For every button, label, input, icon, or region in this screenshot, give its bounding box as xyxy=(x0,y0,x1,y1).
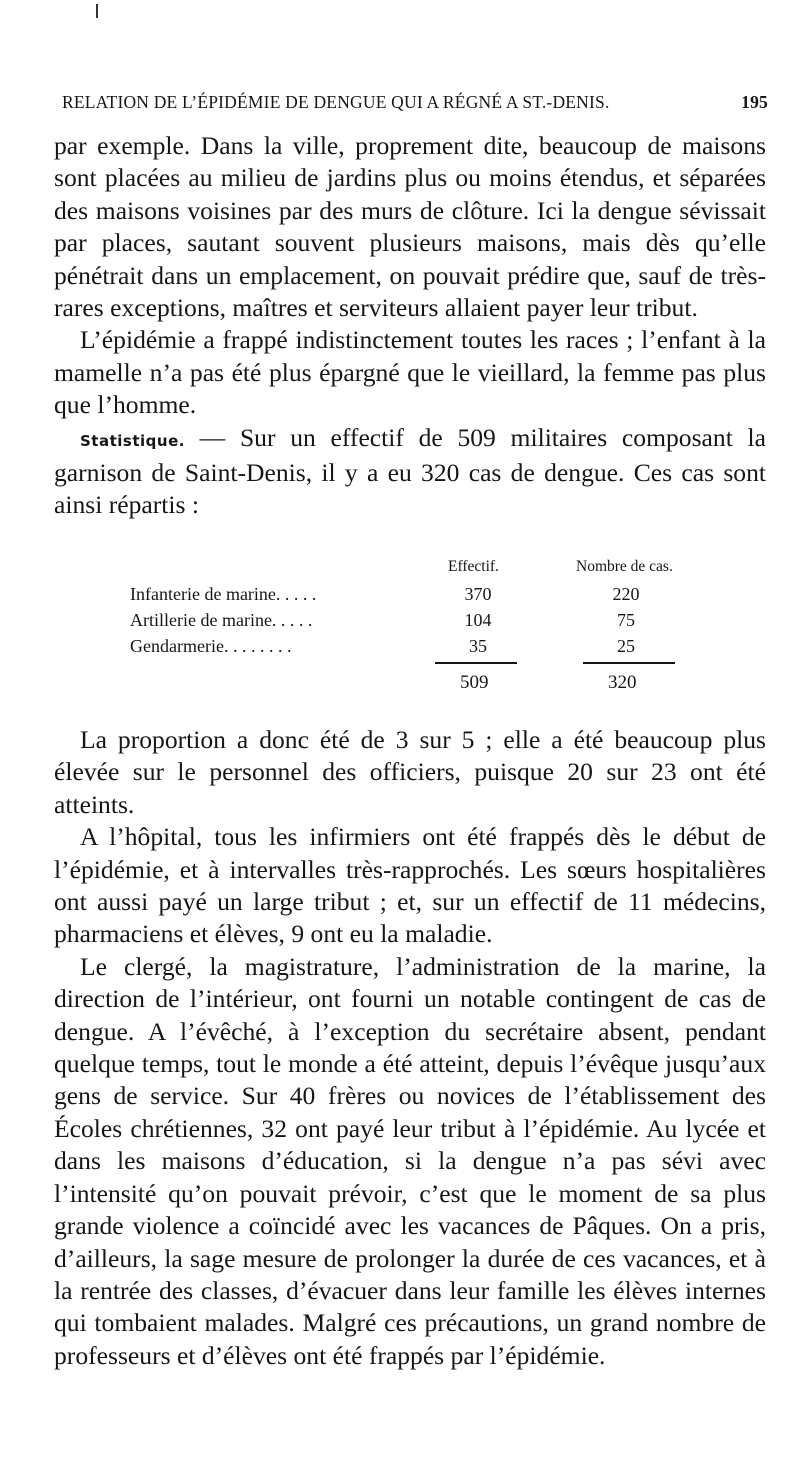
print-mark xyxy=(96,4,98,18)
table-row xyxy=(130,610,690,636)
row-label: Infanterie de marine. . . . . xyxy=(130,584,317,604)
paragraph-2: L’épidémie a frappé indistinctement toutes les races ; l’enfant à la mamelle n’a pas été plus épargné que le vieillard, la femme pas plus que l’homme. xyxy=(54,325,766,420)
row-label: Artillerie de marine. . . . . xyxy=(130,610,313,630)
sum-rule-effectif xyxy=(435,662,517,664)
text-block-top xyxy=(54,130,766,522)
table-row xyxy=(130,636,690,662)
row-cas: 25 xyxy=(617,636,635,656)
col-header-cas: Nombre de cas. xyxy=(576,558,673,575)
paragraph-4: La proportion a donc été de 3 sur 5 ; elle a été beaucoup plus élevée sur le personnel des officiers, puisque 20 sur 23 ont été atteints. xyxy=(54,725,766,819)
row-label: Gendarmerie. . . . . . . . xyxy=(130,636,292,656)
sum-rule-cas xyxy=(583,662,675,664)
total-cas: 320 xyxy=(608,672,637,693)
page-number: 195 xyxy=(741,92,768,112)
paragraph-6: Le clergé, la magistrature, l’administration de la marine, la direction de l’intérieur, ont fourni un notable contingent de cas de dengue. A l’évêché, à l’exception du secrétaire absent, pendant quelque temps, tout le monde a été atteint, depuis l’évêque jusqu’aux gens de service. Sur 40 frères ou novices de l’établissement des Écoles chrétiennes, 32 ont payé leur tribut à l’épidémie. Au lycée et dans les maisons d’éducation, si la dengue n’a pas sévi avec l’intensité qu’on pouvait prévoir, c’est que le moment de sa plus grande violence a coïncidé avec les vacances de Pâques. On a pris, d’ailleurs, la sage mesure de prolonger la durée de ces vacances, et à la rentrée des classes, d’évacuer dans leur famille les élèves internes qui tombaient malades. Malgré ces précautions, un grand nombre de professeurs et d’élèves ont été frappés par l’épidémie. xyxy=(54,951,766,1370)
running-header xyxy=(62,92,768,118)
text-block-bottom xyxy=(54,724,766,1372)
row-effectif: 35 xyxy=(469,636,487,656)
paragraph-3 xyxy=(54,422,766,522)
total-effectif: 509 xyxy=(460,672,489,693)
row-cas: 220 xyxy=(612,584,640,604)
running-title: RELATION DE L’ÉPIDÉMIE DE DENGUE QUI A RÉGNÉ A ST.-DENIS. xyxy=(62,92,610,112)
row-effectif: 370 xyxy=(464,584,492,604)
paragraph-5: A l’hôpital, tous les infirmiers ont été frappés dès le début de l’épidémie, et à intervalles très-rapprochés. Les sœurs hospitalières ont aussi payé un large tribut ; et, sur un effectif de 11 médecins, pharmaciens et élèves, 9 ont eu la maladie. xyxy=(54,822,766,949)
statistique-heading: Statistique. xyxy=(80,431,185,450)
col-header-effectif: Effectif. xyxy=(448,558,499,575)
row-effectif: 104 xyxy=(464,610,492,630)
row-cas: 75 xyxy=(617,610,635,630)
table-row xyxy=(130,584,690,610)
statistique-text: — Sur un effectif de 509 militaires composant la garnison de Saint-Denis, il y a eu 320 cas de dengue. Ces cas sont ainsi répartis : xyxy=(54,422,766,520)
paragraph-1: par exemple. Dans la ville, proprement dite, beaucoup de maisons sont placées au milieu de jardins plus ou moins étendus, et séparées des maisons voisines par des murs de clôture. Ici la dengue sévissait par places, sautant souvent plusieurs maisons, mais dès qu’elle pénétrait dans un emplacement, on pouvait prédire que, sauf de très-rares exceptions, maîtres et serviteurs allaient payer leur tribut. xyxy=(54,131,766,323)
